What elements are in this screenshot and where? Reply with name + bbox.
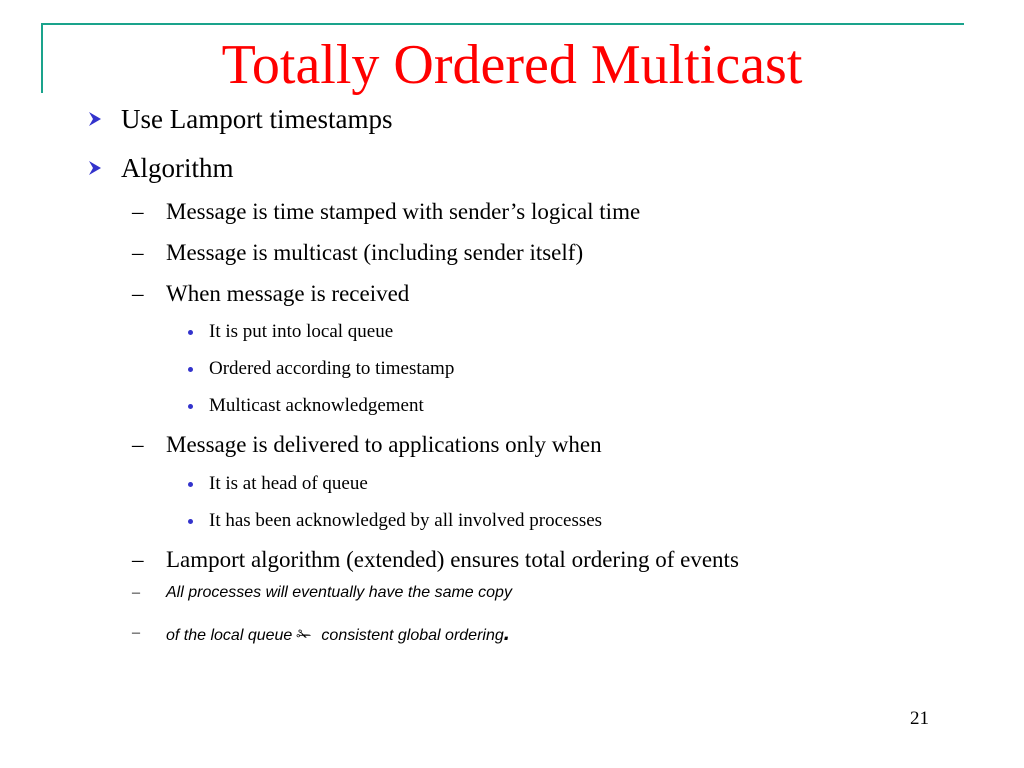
slide-title: Totally Ordered Multicast — [221, 34, 803, 96]
dash-marker: – — [132, 547, 144, 572]
subsubbullet-ack: Multicast acknowledgement — [209, 395, 424, 416]
scissors-icon: ✁ — [296, 625, 312, 646]
note-same-copy: All processes will eventually have the same copy — [166, 584, 512, 601]
note-global-ordering-part2: consistent global ordering — [321, 627, 504, 644]
arrow-right-icon — [86, 159, 104, 177]
subbullet-timestamped: Message is time stamped with sender’s logical time — [166, 199, 641, 224]
dash-marker: – — [132, 432, 144, 457]
note-global-ordering-part1: of the local queue — [166, 627, 293, 644]
bullet-dot-icon — [188, 404, 193, 409]
subbullet-when-received: When message is received — [166, 281, 410, 306]
bullet-dot-icon — [188, 367, 193, 372]
note-global-ordering-period: . — [503, 620, 510, 645]
subbullet-delivered-when: Message is delivered to applications only when — [166, 432, 602, 457]
bullet-dot-icon — [188, 482, 193, 487]
arrow-right-icon — [86, 110, 104, 128]
subsubbullet-ordered: Ordered according to timestamp — [209, 358, 455, 379]
bullet-algorithm: Algorithm — [121, 153, 234, 183]
subbullet-lamport-extended: Lamport algorithm (extended) ensures total ordering of events — [166, 547, 739, 572]
dash-marker: – — [132, 199, 144, 224]
bullet-use-lamport: Use Lamport timestamps — [121, 104, 393, 134]
bullet-dot-icon — [188, 519, 193, 524]
dash-marker: – — [132, 240, 144, 265]
dash-marker: – — [132, 281, 144, 306]
note-global-ordering — [166, 622, 510, 647]
bullet-dot-icon — [188, 330, 193, 335]
dash-marker: – — [132, 624, 140, 641]
subsubbullet-head-of-queue: It is at head of queue — [209, 473, 368, 494]
page-number: 21 — [910, 708, 929, 729]
subsubbullet-local-queue: It is put into local queue — [209, 321, 394, 342]
subsubbullet-acknowledged: It has been acknowledged by all involved processes — [209, 510, 603, 531]
subbullet-multicast: Message is multicast (including sender itself) — [166, 240, 584, 265]
dash-marker: – — [132, 584, 140, 601]
slide-frame-top — [42, 23, 964, 25]
